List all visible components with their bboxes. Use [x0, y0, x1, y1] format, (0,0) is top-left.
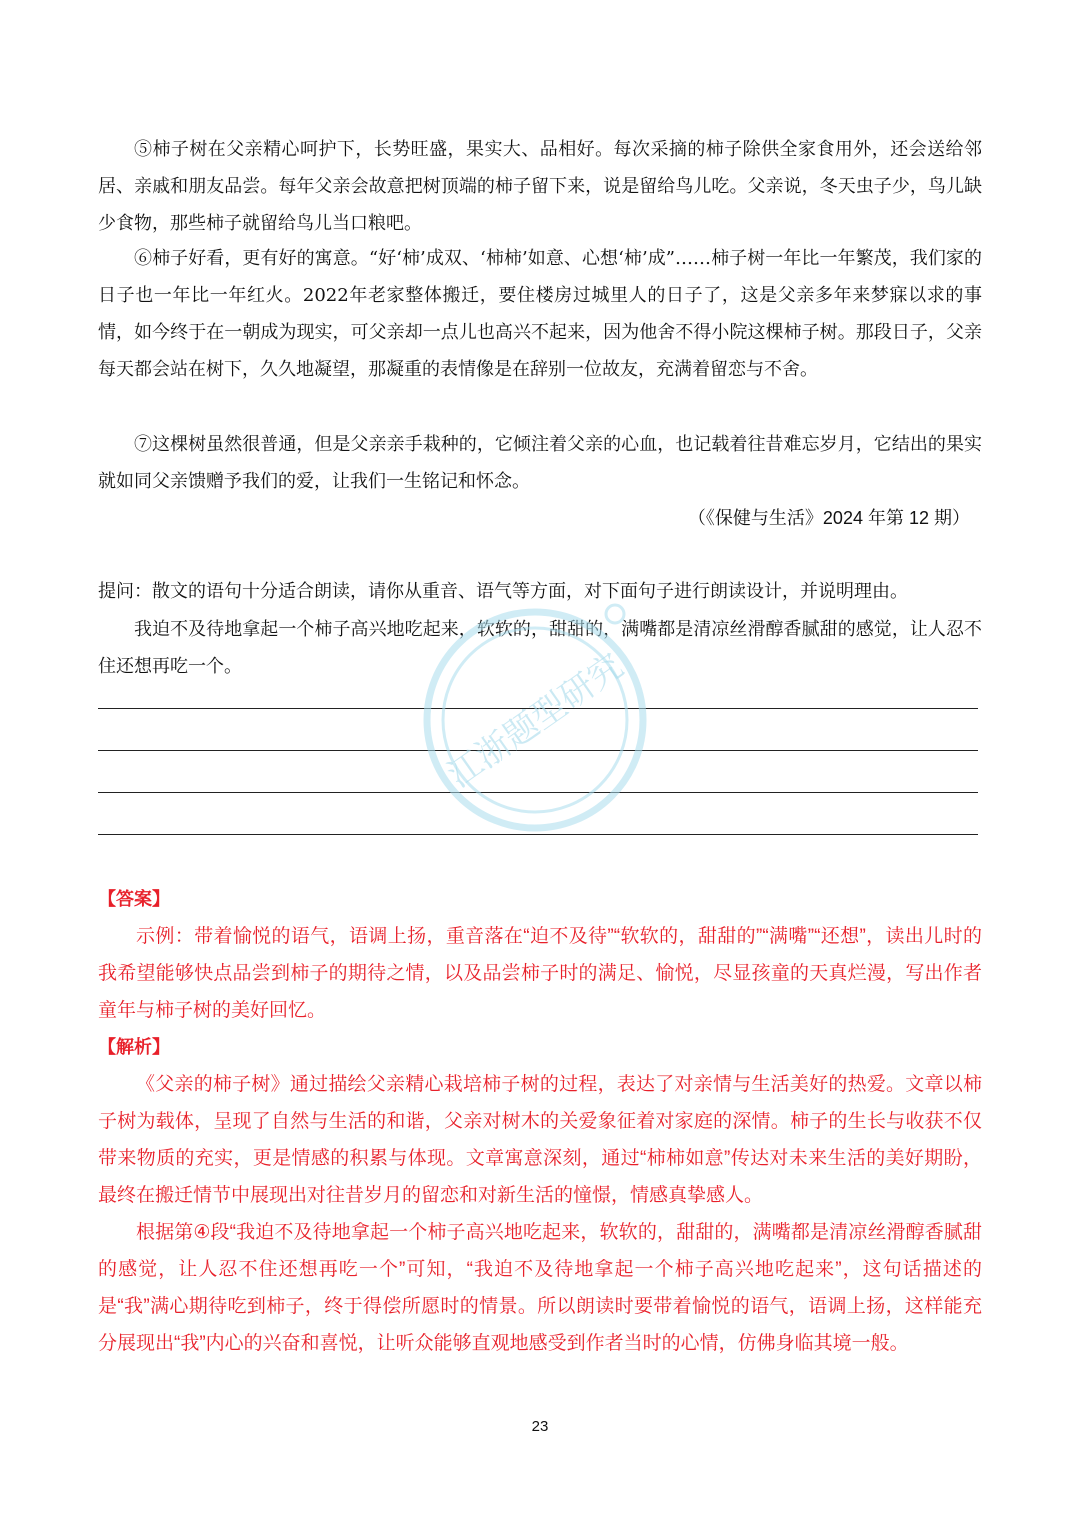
question-prompt: 提问：散文的语句十分适合朗读，请你从重音、语气等方面，对下面句子进行朗读设计，并说明理由。	[98, 581, 908, 601]
page-number: 23	[531, 1418, 549, 1435]
passage-paragraph-7: ⑦这棵树虽然很普通，但是父亲亲手栽种的，它倾注着父亲的心血，也记载着往昔难忘岁月，它结出的果实就如同父亲馈赠予我们的爱，让我们一生铭记和怀念。	[98, 434, 982, 492]
analysis-paragraph-1: 《父亲的柿子树》通过描绘父亲精心栽培柿子树的过程，表达了对亲情与生活美好的热爱。文章以柿子树为载体，呈现了自然与生活的和谐，父亲对树木的关爱象征着对家庭的深情。柿子的生长与收获不仅带来物质的充实，更是情感的积累与体现。文章寓意深刻，通过“柿柿如意”传达对未来生活的美好期盼，最终在搬迁情节中展现出对往昔岁月的留恋和对新生活的憧憬，情感真挚感人。	[98, 1074, 982, 1206]
answer-heading: 【答案】	[98, 889, 170, 909]
passage-paragraph-6: ⑥柿子好看，更有好的寓意。“好‘柿’成双、‘柿柿’如意、心想‘柿’成”……柿子树一年比一年繁茂，我们家的日子也一年比一年红火。2022年老家整体搬迁，要住楼房过城里人的日子了，这是父亲多年来梦寐以求的事情，如今终于在一朝成为现实，可父亲却一点儿也高兴不起来，因为他舍不得小院这棵柿子树。那段日子，父亲每天都会站在树下，久久地凝望，那凝重的表情像是在辞别一位故友，充满着留恋与不舍。	[98, 248, 982, 380]
analysis-paragraph-2: 根据第④段“我迫不及待地拿起一个柿子高兴地吃起来，软软的，甜甜的，满嘴都是清凉丝滑醇香腻甜的感觉，让人忍不住还想再吃一个”可知，“我迫不及待地拿起一个柿子高兴地吃起来”，这句话描述的是“我”满心期待吃到柿子，终于得偿所愿时的情景。所以朗读时要带着愉悦的语气，语调上扬，这样能充分展现出“我”内心的兴奋和喜悦，让听众能够直观地感受到作者当时的心情，仿佛身临其境一般。	[98, 1222, 982, 1354]
watermark-text: 江浙题型研究	[440, 645, 631, 796]
answer-line[interactable]	[98, 834, 978, 835]
answer-lines	[98, 708, 978, 876]
question-quote: 我迫不及待地拿起一个柿子高兴地吃起来，软软的，甜甜的，满嘴都是清凉丝滑醇香腻甜的感觉，让人忍不住还想再吃一个。	[98, 619, 982, 677]
passage-source: （《保健与生活》2024 年第 12 期）	[687, 508, 970, 528]
answer-line[interactable]	[98, 792, 978, 793]
analysis-heading: 【解析】	[98, 1037, 170, 1057]
answer-line[interactable]	[98, 708, 978, 709]
passage-paragraph-5: ⑤柿子树在父亲精心呵护下，长势旺盛，果实大、品相好。每次采摘的柿子除供全家食用外，还会送给邻居、亲戚和朋友品尝。每年父亲会故意把树顶端的柿子留下来，说是留给鸟儿吃。父亲说，冬天虫子少，鸟儿缺少食物，那些柿子就留给鸟儿当口粮吧。	[98, 139, 982, 234]
answer-text: 示例：带着愉悦的语气，语调上扬，重音落在“迫不及待”“软软的，甜甜的”“满嘴”“还想”，读出儿时的我希望能够快点品尝到柿子的期待之情，以及品尝柿子时的满足、愉悦，尽显孩童的天真烂漫，写出作者童年与柿子树的美好回忆。	[98, 926, 982, 1021]
answer-line[interactable]	[98, 750, 978, 751]
